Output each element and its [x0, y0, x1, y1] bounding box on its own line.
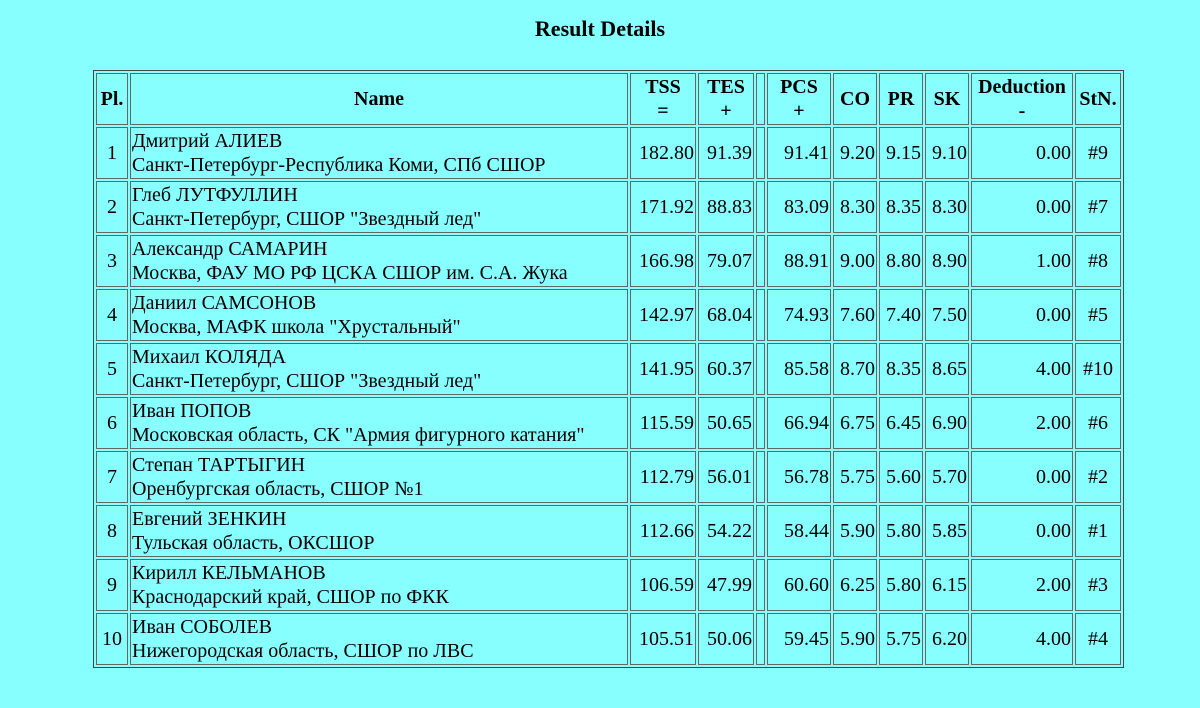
cell-gap [756, 181, 765, 233]
cell-name [130, 397, 628, 449]
cell-pcs: 58.44 [767, 505, 831, 557]
cell-deduction: 2.00 [971, 559, 1073, 611]
cell-pcs: 66.94 [767, 397, 831, 449]
cell-name [130, 235, 628, 287]
cell-sk: 8.30 [925, 181, 969, 233]
table-row [96, 559, 1121, 611]
cell-tes: 56.01 [698, 451, 754, 503]
results-table-body [96, 127, 1121, 665]
header-pcs-sign: + [793, 100, 805, 122]
cell-tss: 182.80 [630, 127, 696, 179]
cell-tss: 166.98 [630, 235, 696, 287]
header-row [96, 73, 1121, 125]
skater-name: Евгений ЗЕНКИН [132, 508, 287, 530]
cell-place: 7 [96, 451, 128, 503]
table-row [96, 505, 1121, 557]
cell-start-number: #2 [1075, 451, 1121, 503]
cell-gap [756, 505, 765, 557]
cell-co: 8.70 [833, 343, 877, 395]
skater-club: Тульская область, ОКСШОР [132, 532, 375, 554]
cell-pr: 8.35 [879, 343, 923, 395]
cell-pcs: 60.60 [767, 559, 831, 611]
cell-tes: 68.04 [698, 289, 754, 341]
cell-start-number: #7 [1075, 181, 1121, 233]
cell-gap [756, 613, 765, 665]
table-row [96, 127, 1121, 179]
page-title: Result Details [534, 16, 666, 41]
table-row [96, 289, 1121, 341]
skater-name: Иван ПОПОВ [132, 400, 252, 422]
cell-tss: 115.59 [630, 397, 696, 449]
cell-pr: 5.80 [879, 559, 923, 611]
cell-tes: 50.06 [698, 613, 754, 665]
cell-place: 1 [96, 127, 128, 179]
cell-pr: 5.80 [879, 505, 923, 557]
skater-name: Глеб ЛУТФУЛЛИН [132, 184, 298, 206]
cell-pcs: 91.41 [767, 127, 831, 179]
skater-name: Михаил КОЛЯДА [132, 346, 287, 368]
results-table-header [96, 73, 1121, 125]
cell-place: 10 [96, 613, 128, 665]
cell-start-number: #6 [1075, 397, 1121, 449]
cell-sk: 6.20 [925, 613, 969, 665]
cell-sk: 6.15 [925, 559, 969, 611]
cell-pr: 6.45 [879, 397, 923, 449]
skater-club: Санкт-Петербург, СШОР "Звездный лед" [132, 208, 482, 230]
cell-sk: 8.90 [925, 235, 969, 287]
cell-tss: 142.97 [630, 289, 696, 341]
cell-tss: 112.66 [630, 505, 696, 557]
cell-place: 2 [96, 181, 128, 233]
cell-name [130, 127, 628, 179]
cell-pcs: 56.78 [767, 451, 831, 503]
cell-tes: 50.65 [698, 397, 754, 449]
cell-start-number: #5 [1075, 289, 1121, 341]
cell-start-number: #3 [1075, 559, 1121, 611]
header-tss-label: TSS [645, 76, 681, 98]
cell-deduction: 1.00 [971, 235, 1073, 287]
cell-co: 6.25 [833, 559, 877, 611]
header-pcs-label: PCS [780, 76, 818, 98]
cell-gap [756, 289, 765, 341]
header-tss-sign: = [657, 100, 669, 122]
cell-name [130, 451, 628, 503]
cell-sk: 9.10 [925, 127, 969, 179]
header-name: Name [130, 73, 628, 125]
cell-pcs: 88.91 [767, 235, 831, 287]
cell-deduction: 0.00 [971, 289, 1073, 341]
skater-name: Кирилл КЕЛЬМАНОВ [132, 562, 326, 584]
skater-club: Санкт-Петербург, СШОР "Звездный лед" [132, 370, 482, 392]
cell-tss: 112.79 [630, 451, 696, 503]
cell-sk: 5.85 [925, 505, 969, 557]
cell-co: 6.75 [833, 397, 877, 449]
cell-pr: 8.35 [879, 181, 923, 233]
cell-pcs: 85.58 [767, 343, 831, 395]
skater-club: Московская область, СК "Армия фигурного катания" [132, 424, 585, 446]
cell-pr: 7.40 [879, 289, 923, 341]
header-deduction-sign: - [1018, 100, 1026, 122]
cell-tes: 79.07 [698, 235, 754, 287]
cell-co: 5.75 [833, 451, 877, 503]
header-pr: PR [879, 73, 923, 125]
skater-club: Нижегородская область, СШОР по ЛВС [132, 640, 474, 662]
skater-name: Дмитрий АЛИЕВ [132, 130, 283, 152]
cell-sk: 8.65 [925, 343, 969, 395]
cell-tss: 106.59 [630, 559, 696, 611]
cell-pr: 5.75 [879, 613, 923, 665]
cell-name [130, 613, 628, 665]
cell-place: 9 [96, 559, 128, 611]
table-row [96, 181, 1121, 233]
cell-sk: 6.90 [925, 397, 969, 449]
cell-deduction: 0.00 [971, 181, 1073, 233]
cell-tes: 60.37 [698, 343, 754, 395]
cell-tss: 141.95 [630, 343, 696, 395]
cell-place: 6 [96, 397, 128, 449]
cell-pr: 8.80 [879, 235, 923, 287]
skater-club: Краснодарский край, СШОР по ФКК [132, 586, 449, 608]
header-deduction-label: Deduction [978, 76, 1066, 98]
cell-sk: 7.50 [925, 289, 969, 341]
cell-gap [756, 559, 765, 611]
cell-pr: 9.15 [879, 127, 923, 179]
table-row [96, 397, 1121, 449]
cell-deduction: 0.00 [971, 505, 1073, 557]
table-row [96, 343, 1121, 395]
cell-co: 8.30 [833, 181, 877, 233]
cell-tss: 105.51 [630, 613, 696, 665]
table-row [96, 451, 1121, 503]
cell-start-number: #1 [1075, 505, 1121, 557]
skater-club: Санкт-Петербург-Республика Коми, СПб СШОР [132, 154, 546, 176]
header-tes-sign: + [720, 100, 732, 122]
cell-gap [756, 235, 765, 287]
header-tss [630, 73, 696, 125]
header-sk: SK [925, 73, 969, 125]
cell-start-number: #10 [1075, 343, 1121, 395]
cell-tes: 91.39 [698, 127, 754, 179]
cell-start-number: #9 [1075, 127, 1121, 179]
cell-place: 3 [96, 235, 128, 287]
cell-co: 9.20 [833, 127, 877, 179]
header-co: CO [833, 73, 877, 125]
cell-pr: 5.60 [879, 451, 923, 503]
header-gap [756, 73, 765, 125]
header-tes-label: TES [707, 76, 745, 98]
header-pl: Pl. [96, 73, 128, 125]
cell-deduction: 2.00 [971, 397, 1073, 449]
cell-co: 5.90 [833, 505, 877, 557]
cell-deduction: 4.00 [971, 343, 1073, 395]
skater-name: Александр САМАРИН [132, 238, 328, 260]
cell-gap [756, 127, 765, 179]
cell-tes: 88.83 [698, 181, 754, 233]
cell-name [130, 505, 628, 557]
header-tes [698, 73, 754, 125]
cell-tes: 54.22 [698, 505, 754, 557]
skater-club: Оренбургская область, СШОР №1 [132, 478, 424, 500]
table-row [96, 613, 1121, 665]
cell-start-number: #8 [1075, 235, 1121, 287]
results-table [93, 70, 1124, 668]
cell-start-number: #4 [1075, 613, 1121, 665]
header-stn: StN. [1075, 73, 1121, 125]
cell-co: 9.00 [833, 235, 877, 287]
cell-name [130, 559, 628, 611]
cell-place: 8 [96, 505, 128, 557]
cell-name [130, 343, 628, 395]
header-pcs [767, 73, 831, 125]
cell-pcs: 59.45 [767, 613, 831, 665]
cell-place: 5 [96, 343, 128, 395]
cell-name [130, 289, 628, 341]
cell-gap [756, 343, 765, 395]
cell-pcs: 83.09 [767, 181, 831, 233]
cell-gap [756, 451, 765, 503]
cell-co: 7.60 [833, 289, 877, 341]
skater-club: Москва, МАФК школа "Хрустальный" [132, 316, 461, 338]
table-row [96, 235, 1121, 287]
cell-sk: 5.70 [925, 451, 969, 503]
cell-pcs: 74.93 [767, 289, 831, 341]
cell-deduction: 4.00 [971, 613, 1073, 665]
cell-name [130, 181, 628, 233]
cell-deduction: 0.00 [971, 451, 1073, 503]
cell-tes: 47.99 [698, 559, 754, 611]
cell-deduction: 0.00 [971, 127, 1073, 179]
skater-name: Степан ТАРТЫГИН [132, 454, 306, 476]
cell-tss: 171.92 [630, 181, 696, 233]
cell-place: 4 [96, 289, 128, 341]
cell-gap [756, 397, 765, 449]
skater-name: Даниил САМСОНОВ [132, 292, 317, 314]
skater-name: Иван СОБОЛЕВ [132, 616, 272, 638]
cell-co: 5.90 [833, 613, 877, 665]
header-deduction [971, 73, 1073, 125]
skater-club: Москва, ФАУ МО РФ ЦСКА СШОР им. С.А. Жука [132, 262, 568, 284]
